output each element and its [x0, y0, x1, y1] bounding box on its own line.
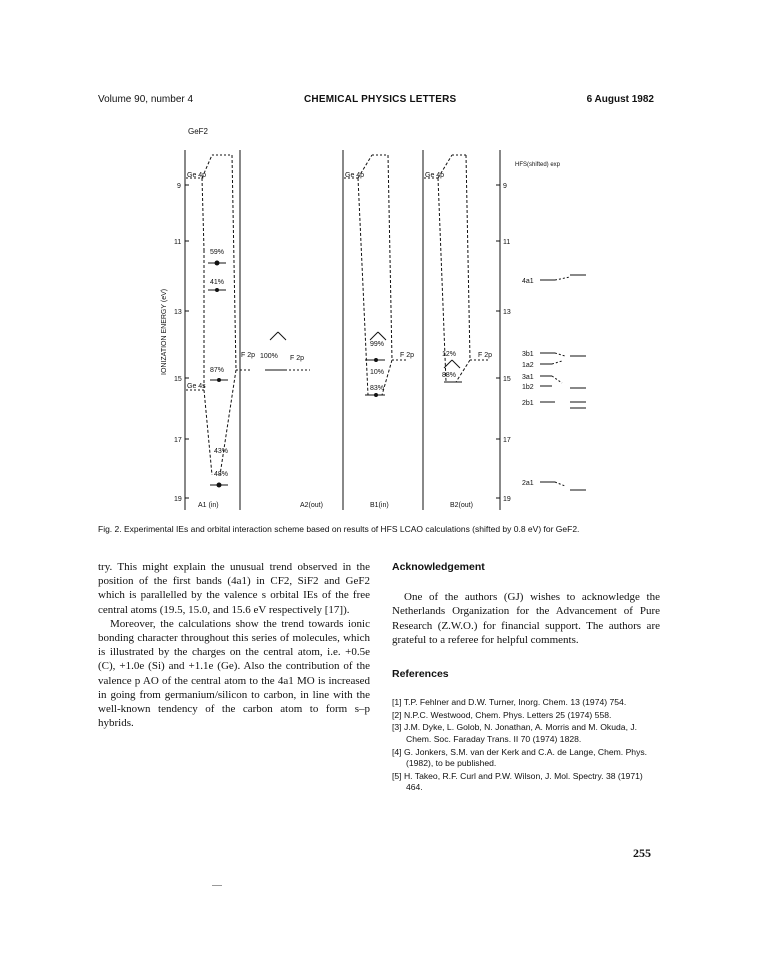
y-tick-19: 19: [174, 496, 182, 503]
molecule-label: GeF2: [188, 127, 209, 136]
volume-info: Volume 90, number 4: [98, 94, 194, 105]
reference-item: [1] T.P. Fehlner and D.W. Turner, Inorg. Chem. 13 (1974) 754.: [392, 697, 627, 708]
a1-percent-41: 41%: [210, 279, 225, 286]
reference-item: [2] N.P.C. Westwood, Chem. Phys. Letters 25 (1974) 558.: [392, 709, 612, 720]
acknowledgement-title: Acknowledgement: [392, 561, 485, 573]
figure-caption: Fig. 2. Experimental IEs and orbital interaction scheme based on results of HFS LCAO calculations (shifted by 0.8 eV) for GeF2.: [98, 524, 580, 534]
paragraph-1: try. This might explain the unusual trend observed in the position of the first bands (4a1) in CF2, SiF2 and GeF2 which is parallelled by the valence s orbital IEs of the free central atoms (19.5, 15.0, and 15.6 eV respectively [17]).: [98, 561, 370, 616]
orbital-1b2: 1b2: [522, 384, 534, 391]
y-tick-9: 9: [177, 183, 181, 190]
b2-ge4p-label: Ge 4p: [425, 172, 445, 179]
panel-a1-label: A1 (in): [198, 502, 219, 509]
b1-percent-99: 99%: [370, 341, 385, 348]
b1-percent-10: 10%: [370, 369, 385, 376]
panel-b1-label: B1(in): [370, 502, 389, 509]
a1-ge4s-label: Ge 4s: [187, 383, 206, 390]
right-column: [392, 560, 660, 795]
orbital-3a1: 3a1: [522, 374, 534, 381]
y-tick-17: 17: [174, 437, 182, 444]
a1-ge4p-label: Ge 4p: [187, 172, 207, 179]
orbital-2a1: 2a1: [522, 480, 534, 487]
right-tick-19: 19: [503, 496, 511, 503]
hfs-exp-levels: [540, 275, 586, 490]
panel-a2-lines: [265, 332, 310, 370]
acknowledgement-text: One of the authors (GJ) wishes to acknowledge the Netherlands Organization for the Advancement of Pure Research (Z.W.O.) for financial support. The authors are grateful to a referee for helpful comments.: [392, 591, 660, 646]
panel-b2-lines: [424, 155, 493, 382]
a1-percent-87: 87%: [210, 367, 225, 374]
panel-a2-label: A2(out): [300, 502, 323, 509]
orbital-2b1: 2b1: [522, 400, 534, 407]
b2-f2p-label: F 2p: [478, 352, 493, 359]
b1-f2p-label: F 2p: [400, 352, 415, 359]
journal-title: CHEMICAL PHYSICS LETTERS: [304, 94, 457, 105]
a2-percent-100: 100%: [260, 353, 278, 360]
right-tick-11: 11: [503, 239, 511, 246]
b1-ge4p-label: Ge 4p: [345, 172, 365, 179]
page-number: 255: [633, 846, 651, 860]
right-tick-17: 17: [503, 437, 511, 444]
a1-percent-43: 43%: [214, 448, 229, 455]
reference-item: [4] G. Jonkers, S.M. van der Kerk and C.A. de Lange, Chem. Phys. (1982), to be published.: [392, 746, 648, 769]
y-tick-11: 11: [174, 239, 182, 246]
orbital-1a2: 1a2: [522, 362, 534, 369]
a1-percent-48: 48%: [214, 471, 229, 478]
a2-f2p-label: F 2p: [290, 355, 305, 362]
b1-percent-83: 83%: [370, 385, 385, 392]
y-axis-label: IONIZATION ENERGY (eV): [161, 288, 168, 375]
a1-percent-59: 59%: [210, 249, 225, 256]
right-tick-9: 9: [503, 183, 507, 190]
reference-item: [5] H. Takeo, R.F. Curl and P.W. Wilson, J. Mol. Spectry. 38 (1971) 464.: [392, 770, 643, 793]
y-tick-13: 13: [174, 309, 182, 316]
orbital-3b1: 3b1: [522, 351, 534, 358]
scan-mark: [212, 885, 222, 886]
panel-b2-label: B2(out): [450, 502, 473, 509]
paragraph-2: Moreover, the calculations show the trend towards ionic bonding character throughout this series of molecules, which is illustrated by the charges on the central atom, i.e. +0.5e (C), +1.0e (Si) and +1.1e (Ge). Also the contribution of the valence p AO of the central atom to the 4a1 MO is increased in going from germanium/silicon to carbon, in line with the well-known tendency of the carbon atom to form s–p hybrids.: [98, 617, 370, 730]
b2-percent-12: 12%: [442, 351, 457, 358]
orbital-diagram-figure: [160, 120, 600, 512]
references-title: References: [392, 668, 449, 681]
b2-percent-88: 88%: [442, 372, 457, 379]
right-tick-13: 13: [503, 309, 511, 316]
orbital-diagram-svg: [160, 120, 600, 512]
running-header: [98, 94, 654, 110]
y-tick-15: 15: [174, 376, 182, 383]
issue-date: 6 August 1982: [586, 94, 654, 105]
left-column: [98, 560, 370, 730]
right-tick-15: 15: [503, 376, 511, 383]
hfs-exp-label: HFS(shifted) exp: [515, 162, 561, 168]
orbital-4a1: 4a1: [522, 278, 534, 285]
reference-item: [3] J.M. Dyke, L. Golob, N. Jonathan, A. Morris and M. Okuda, J. Chem. Soc. Faraday Trans. II 70 (1974) 1828.: [392, 722, 638, 744]
a1-f2p-label: F 2p: [241, 352, 256, 359]
